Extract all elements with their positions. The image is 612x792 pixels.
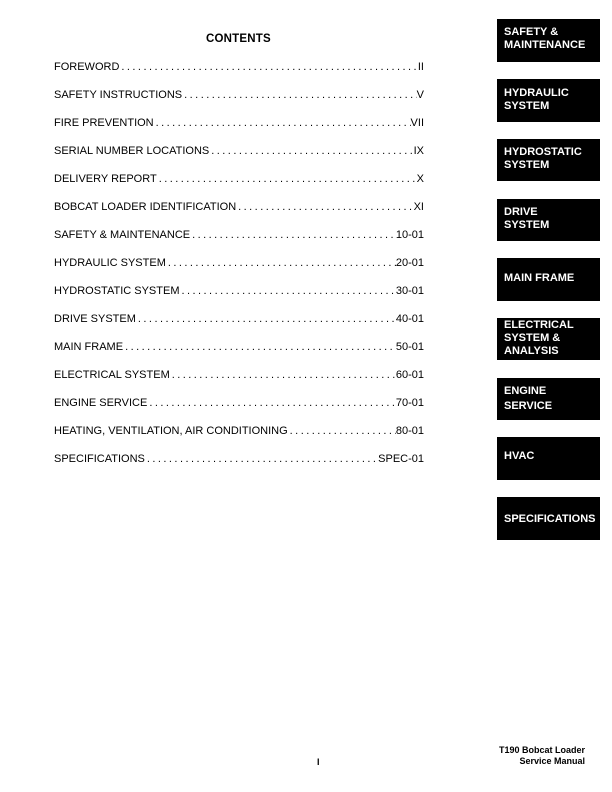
tab-hydraulic-system[interactable] xyxy=(497,79,600,122)
dot-leader xyxy=(170,369,396,382)
toc-entry-specifications[interactable] xyxy=(54,453,424,481)
tab-label-line: SPECIFICATIONS xyxy=(504,513,596,525)
footer-line: T190 Bobcat Loader xyxy=(498,745,585,755)
toc-entry-safety-maintenance[interactable] xyxy=(54,229,424,257)
toc-entry-hydraulic-system[interactable] xyxy=(54,257,424,285)
toc-entry-serial-number-locations[interactable] xyxy=(54,145,424,173)
toc-entry-page: VII xyxy=(410,117,424,129)
dot-leader xyxy=(123,341,396,354)
toc-entry-hvac[interactable] xyxy=(54,425,424,453)
tab-label-line: DRIVE xyxy=(504,206,538,218)
toc-entry-loader-identification[interactable] xyxy=(54,201,424,229)
toc-entry-title: FIRE PREVENTION xyxy=(54,117,154,129)
footer-manual-title xyxy=(499,745,585,767)
tab-label-line: ENGINE xyxy=(504,385,547,397)
dot-leader xyxy=(154,117,411,130)
toc-entry-title: SAFETY & MAINTENANCE xyxy=(54,229,191,241)
tab-hydrostatic-system[interactable] xyxy=(497,139,600,181)
toc-entry-title: SERIAL NUMBER LOCATIONS xyxy=(54,145,210,157)
dot-leader xyxy=(166,257,396,270)
tab-label-line: HVAC xyxy=(504,450,535,462)
tab-hvac[interactable] xyxy=(497,437,600,480)
tab-label-line: HYDRAULIC xyxy=(504,87,569,99)
dot-leader xyxy=(236,201,413,214)
toc-entry-page: 60-01 xyxy=(395,369,424,381)
dot-leader xyxy=(180,285,396,298)
toc-entry-page: 50-01 xyxy=(395,341,424,353)
toc-entry-title: SPECIFICATIONS xyxy=(54,453,145,465)
toc-entry-title: HEATING, VENTILATION, AIR CONDITIONING xyxy=(54,425,288,437)
tab-engine-service[interactable] xyxy=(497,378,600,420)
tab-label-line: MAIN FRAME xyxy=(504,272,575,284)
tab-label-line: SAFETY & xyxy=(504,26,559,38)
dot-leader xyxy=(119,61,417,74)
dot-leader xyxy=(145,453,378,466)
toc-entry-title: BOBCAT LOADER IDENTIFICATION xyxy=(54,201,237,213)
toc-entry-page: XI xyxy=(413,201,424,213)
toc-entry-page: 70-01 xyxy=(395,397,424,409)
footer-line: Service Manual xyxy=(519,756,585,766)
dot-leader xyxy=(157,173,417,186)
toc-entry-electrical-system[interactable] xyxy=(54,369,424,397)
toc-entry-title: HYDRAULIC SYSTEM xyxy=(54,257,166,269)
toc-entry-title: ELECTRICAL SYSTEM xyxy=(54,369,170,381)
tab-label-line: SYSTEM xyxy=(504,159,550,171)
toc-entry-page: 20-01 xyxy=(395,257,424,269)
toc-entry-title: MAIN FRAME xyxy=(54,341,124,353)
tab-main-frame[interactable] xyxy=(497,258,600,301)
toc-entry-title: SAFETY INSTRUCTIONS xyxy=(54,89,183,101)
tab-safety-maintenance[interactable] xyxy=(497,19,600,62)
toc-entry-title: HYDROSTATIC SYSTEM xyxy=(54,285,180,297)
tab-label-line: MAINTENANCE xyxy=(504,39,586,51)
tab-drive-system[interactable] xyxy=(497,199,600,241)
toc-entry-main-frame[interactable] xyxy=(54,341,424,369)
toc-entry-page: 80-01 xyxy=(395,425,424,437)
toc-entry-safety-instructions[interactable] xyxy=(54,89,424,117)
toc-entry-drive-system[interactable] xyxy=(54,313,424,341)
toc-entry-page: II xyxy=(417,61,424,73)
toc-entry-foreword[interactable] xyxy=(54,61,424,89)
toc-entry-page: SPEC-01 xyxy=(378,453,424,465)
dot-leader xyxy=(182,89,417,102)
toc-entry-title: ENGINE SERVICE xyxy=(54,397,148,409)
toc-entry-page: 40-01 xyxy=(395,313,424,325)
tab-label-line: SYSTEM & xyxy=(504,332,561,344)
toc-entry-hydrostatic-system[interactable] xyxy=(54,285,424,313)
dot-leader xyxy=(190,229,396,242)
toc-entry-title: FOREWORD xyxy=(54,61,120,73)
toc-entry-page: X xyxy=(416,173,424,185)
tab-specifications[interactable] xyxy=(497,497,600,540)
dot-leader xyxy=(147,397,396,410)
tab-electrical-system-analysis[interactable] xyxy=(497,318,600,360)
toc-entry-fire-prevention[interactable] xyxy=(54,117,424,145)
tab-label-line: SERVICE xyxy=(504,400,553,412)
tab-label-line: ANALYSIS xyxy=(504,345,559,357)
toc-entry-page: V xyxy=(416,89,424,101)
tab-label-line: ELECTRICAL xyxy=(504,319,574,331)
toc-entry-page: 30-01 xyxy=(395,285,424,297)
tab-label-line: SYSTEM xyxy=(504,100,550,112)
dot-leader xyxy=(288,425,396,438)
dot-leader xyxy=(209,145,413,158)
tab-label-line: HYDROSTATIC xyxy=(504,146,582,158)
table-of-contents xyxy=(54,61,424,481)
page-number: I xyxy=(317,757,320,767)
tab-label-line: SYSTEM xyxy=(504,219,550,231)
toc-entry-title: DRIVE SYSTEM xyxy=(54,313,136,325)
contents-title: CONTENTS xyxy=(206,33,271,45)
dot-leader xyxy=(136,313,396,326)
toc-entry-page: IX xyxy=(413,145,424,157)
toc-entry-delivery-report[interactable] xyxy=(54,173,424,201)
toc-entry-engine-service[interactable] xyxy=(54,397,424,425)
toc-entry-page: 10-01 xyxy=(395,229,424,241)
toc-entry-title: DELIVERY REPORT xyxy=(54,173,157,185)
